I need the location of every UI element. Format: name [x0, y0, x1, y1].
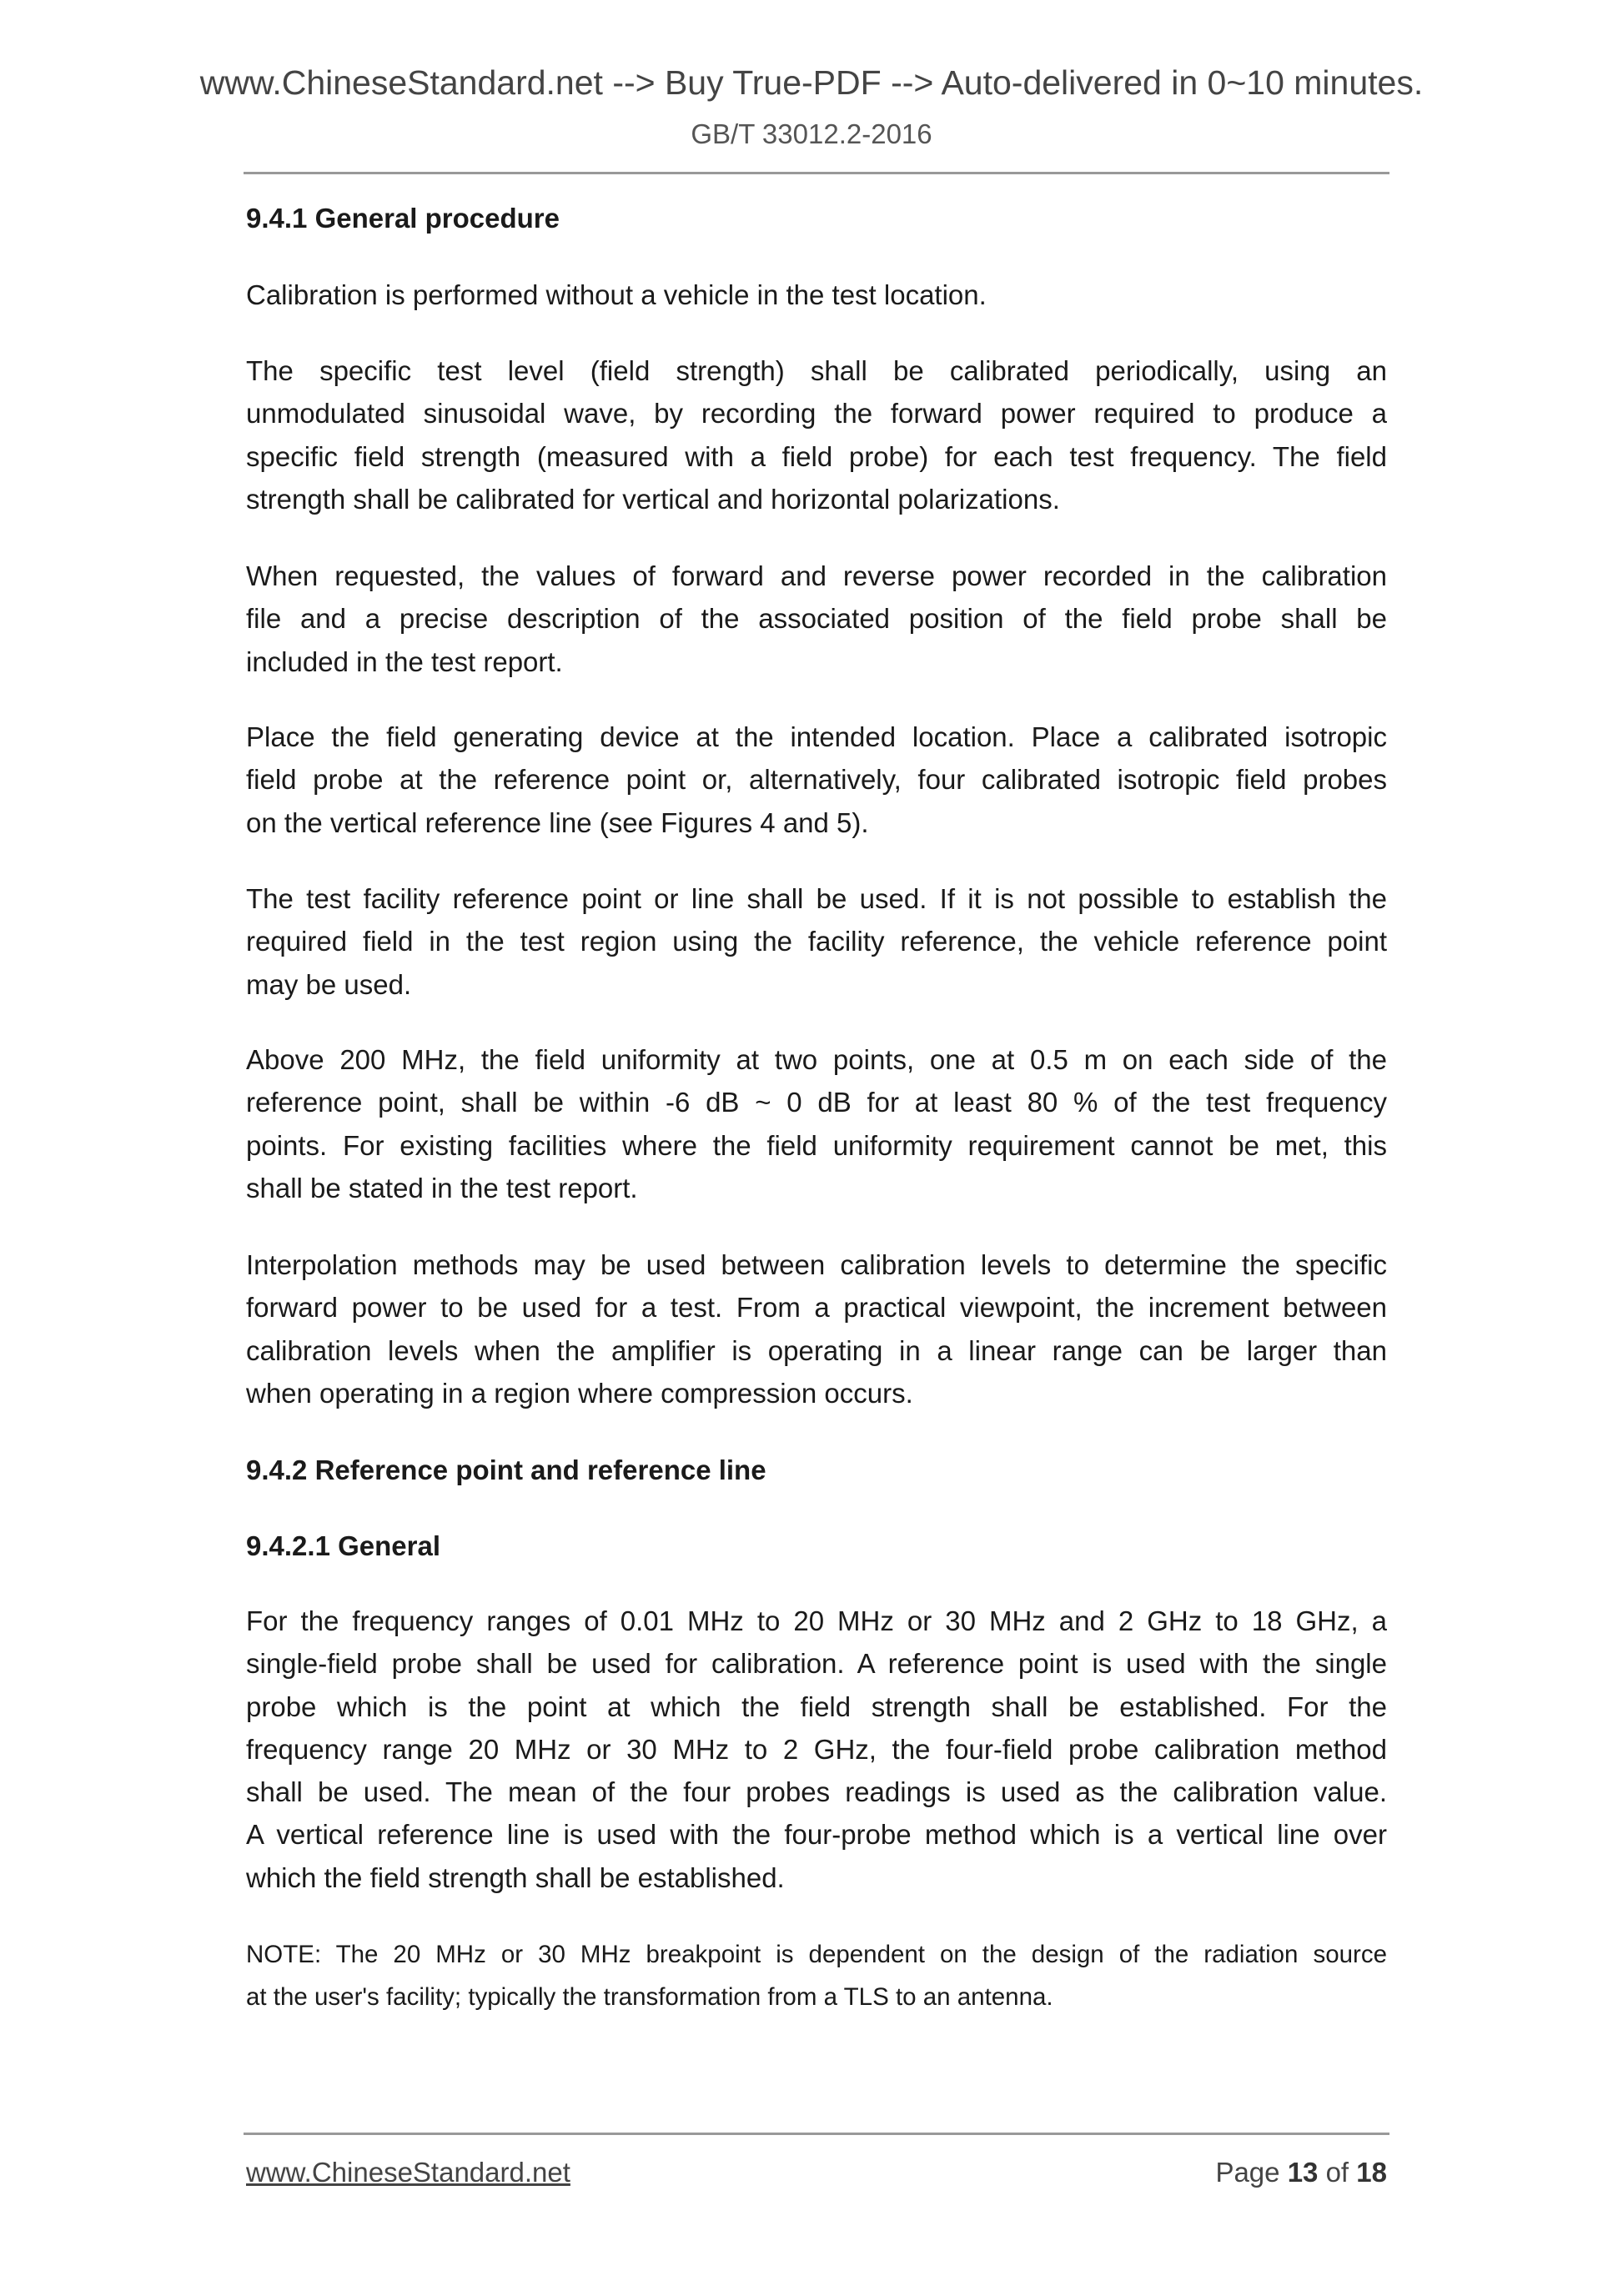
page-prefix: Page [1215, 2157, 1280, 2188]
note [246, 1933, 1387, 2019]
page-total: 18 [1356, 2157, 1387, 2188]
section-heading-9-4-2-1: 9.4.2.1 General [246, 1530, 440, 1561]
text-line: specific field strength (measured with a field probe) for each test frequency. The field [246, 440, 1387, 472]
text-line: probe which is the point at which the field strength shall be established. For the [246, 1691, 1387, 1722]
text-line: single-field probe shall be used for calibration. A reference point is used with the single [246, 1648, 1387, 1680]
text-line: forward power to be used for a test. From a practical viewpoint, the increment between [246, 1292, 1387, 1324]
text-line: For the frequency ranges of 0.01 MHz to 20 MHz or 30 MHz and 2 GHz to 18 GHz, a [246, 1605, 1387, 1636]
paragraph [246, 1038, 1387, 1209]
text-line: field probe at the reference point or, alternatively, four calibrated isotropic field probes [246, 764, 1387, 796]
paragraph [246, 1243, 1387, 1414]
page-current: 13 [1287, 2157, 1319, 2188]
text-line: NOTE: The 20 MHz or 30 MHz breakpoint is dependent on the design of the radiation source [246, 1941, 1387, 1968]
document-id: GB/T 33012.2-2016 [691, 118, 932, 149]
page-number [1215, 2157, 1387, 2188]
text-line: points. For existing facilities where the field uniformity requirement cannot be met, this [246, 1129, 1387, 1161]
paragraph [246, 716, 1387, 844]
text-line: shall be stated in the test report. [246, 1172, 638, 1203]
text-line: file and a precise description of the associated position of the field probe shall be [246, 603, 1387, 635]
text-line: reference point, shall be within -6 dB ~ 0 dB for at least 80 % of the test frequency [246, 1087, 1387, 1118]
paragraph [246, 1600, 1387, 1899]
text-line: Above 200 MHz, the field uniformity at two points, one at 0.5 m on each side of the [246, 1044, 1387, 1075]
text-line: Interpolation methods may be used between calibration levels to determine the specific [246, 1249, 1387, 1280]
footer-website-link[interactable]: www.ChineseStandard.net [246, 2157, 570, 2188]
paragraph [246, 877, 1387, 1006]
text-line: required field in the test region using the facility reference, the vehicle reference point [246, 926, 1387, 957]
footer-divider [244, 2133, 1389, 2135]
text-line: shall be used. The mean of the four probes readings is used as the calibration value. [246, 1776, 1387, 1808]
paragraph [246, 274, 1387, 316]
text-line: at the user's facility; typically the transformation from a TLS to an antenna. [246, 1983, 1053, 2012]
header-banner: www.ChineseStandard.net --> Buy True-PDF --> Auto-delivered in 0~10 minutes. [199, 63, 1424, 102]
text-line: on the vertical reference line (see Figures 4 and 5). [246, 806, 869, 838]
section-heading-9-4-2: 9.4.2 Reference point and reference line [246, 1454, 766, 1485]
text-line: included in the test report. [246, 646, 563, 677]
page-of: of [1325, 2157, 1349, 2188]
text-line: When requested, the values of forward and reverse power recorded in the calibration [246, 560, 1387, 591]
header-divider [244, 172, 1389, 174]
text-line: The specific test level (field strength) shall be calibrated periodically, using an [246, 355, 1387, 386]
text-line: Calibration is performed without a vehicle in the test location. [246, 279, 987, 310]
text-line: frequency range 20 MHz or 30 MHz to 2 GHz, the four-field probe calibration method [246, 1733, 1387, 1765]
paragraph [246, 349, 1387, 520]
section-heading-9-4-1: 9.4.1 General procedure [246, 203, 560, 234]
text-line: strength shall be calibrated for vertical and horizontal polarizations. [246, 483, 1060, 515]
paragraph [246, 555, 1387, 683]
text-line: when operating in a region where compression occurs. [246, 1377, 913, 1409]
text-line: which the field strength shall be established. [246, 1861, 785, 1893]
text-line: calibration levels when the amplifier is operating in a linear range can be larger than [246, 1334, 1387, 1366]
text-line: unmodulated sinusoidal wave, by recording the forward power required to produce a [246, 398, 1387, 430]
text-line: may be used. [246, 968, 412, 1000]
text-line: The test facility reference point or line shall be used. If it is not possible to establish the [246, 883, 1387, 914]
text-line: Place the field generating device at the intended location. Place a calibrated isotropic [246, 721, 1387, 752]
text-line: A vertical reference line is used with the four-probe method which is a vertical line over [246, 1819, 1387, 1851]
